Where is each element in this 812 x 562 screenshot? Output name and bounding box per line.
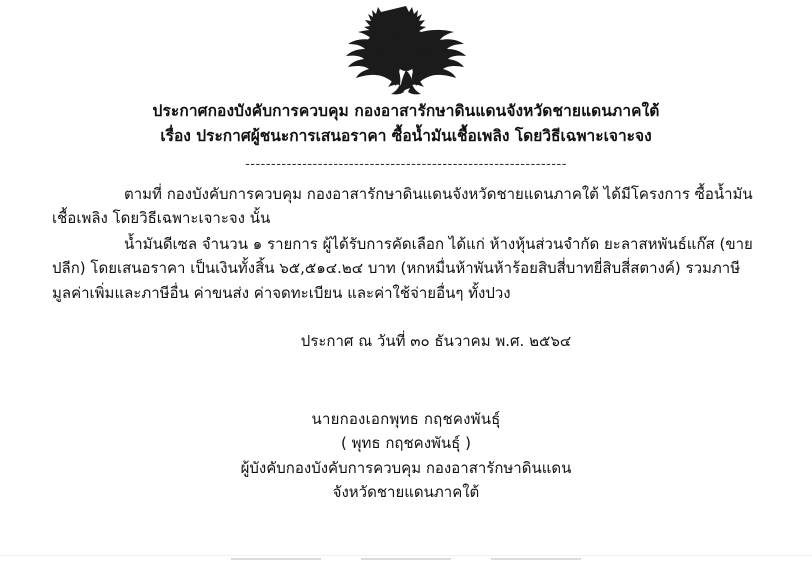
announcement-subject (52, 125, 760, 148)
signatory-position-line-2: จังหวัดชายแดนภาคใต้ (332, 482, 480, 501)
bottom-segment (231, 558, 321, 560)
subject-text: ประกาศผู้ชนะการเสนอราคา ซื้อน้ำมันเชื้อเพลิง โดยวิธีเฉพาะเจาะจง (196, 127, 652, 146)
paragraph-background: ตามที่ กองบังคับการควบคุม กองอาสารักษาดินแดนจังหวัดชายแดนภาคใต้ ได้มีโครงการ ซื้อน้ำมันเชื้อเพลิง โดยวิธีเฉพาะเจาะจง นั้น (52, 184, 753, 227)
document-body (0, 100, 812, 504)
signatory-name: นายกองเอกพุทธ กฤชคงพันธุ์ (311, 409, 501, 428)
subject-label: เรื่อง (160, 127, 191, 146)
bottom-segment (491, 558, 581, 560)
title-block (52, 100, 760, 149)
emblem-container (0, 0, 812, 100)
divider-rule: -------------------------------------------------------------- (245, 156, 567, 172)
signatory-name-parenthetical: ( พุทธ กฤชคงพันธุ์ ) (341, 434, 471, 453)
bottom-segment (361, 558, 451, 560)
announcement-date: ประกาศ ณ วันที่ ๓๐ ธันวาคม พ.ศ. ๒๕๖๔ (300, 331, 572, 350)
signatory-position-line-1: ผู้บังคับกองบังคับการควบคุม กองอาสารักษาดินแดน (240, 458, 572, 477)
page-bottom-edge (0, 555, 812, 562)
signature-block (52, 407, 760, 504)
announcement-title: ประกาศกองบังคับการควบคุม กองอาสารักษาดินแดนจังหวัดชายแดนภาคใต้ (152, 102, 660, 120)
garuda-emblem-icon (346, 4, 466, 100)
paragraph-award-details: น้ำมันดีเซล จำนวน ๑ รายการ ผู้ได้รับการคัดเลือก ได้แก่ ห้างหุ้นส่วนจำกัด ยะลาสหพันธ์แก๊ส (ขายปลีก) โดยเสนอราคา เป็นเงินทั้งสิ้น ๖๕,๕๑๔.๒๔ บาท (หกหมื่นห้าพันห้าร้อยสิบสี่บาทยี่สิบสี่สตางค์) รวมภาษีมูลค่าเพิ่มและภาษีอื่น ค่าขนส่ง ค่าจดทะเบียน และค่าใช้จ่ายอื่นๆ ทั้งปวง (52, 235, 753, 302)
